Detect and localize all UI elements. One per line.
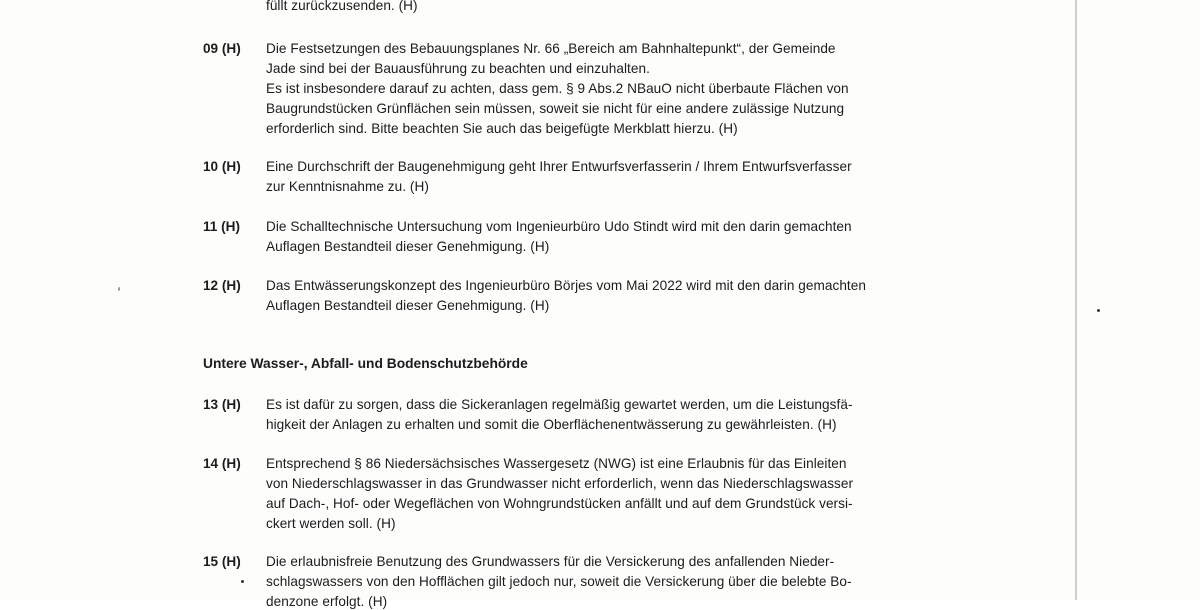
scan-speck — [118, 287, 120, 291]
item-number: 09 (H) — [203, 41, 241, 56]
item-text-line: Die Schalltechnische Untersuchung vom Ingenieurbüro Udo Stindt wird mit den darin gemachten — [266, 219, 852, 234]
item-text-line: von Niederschlagswasser in das Grundwasser nicht erforderlich, wenn das Niederschlagswasser — [266, 476, 854, 491]
scan-speck — [1097, 309, 1100, 312]
section-heading: Untere Wasser-, Abfall- und Bodenschutzbehörde — [203, 356, 528, 371]
item-text-line: auf Dach-, Hof- oder Wegeflächen von Wohngrundstücken anfällt und auf dem Grundstück versi- — [266, 496, 853, 511]
item-number: 13 (H) — [203, 397, 241, 412]
item-text-line: schlagswassers von den Hofflächen gilt jedoch nur, soweit die Versickerung über die belebte Bo- — [266, 574, 852, 589]
item-text-line: denzone erfolgt. (H) — [266, 594, 388, 609]
item-text-line: Eine Durchschrift der Baugenehmigung geht Ihrer Entwurfsverfasserin / Ihrem Entwurfsverfasser — [266, 159, 852, 174]
item-number: 14 (H) — [203, 456, 241, 471]
item-text-line: Jade sind bei der Bauausführung zu beachten und einzuhalten. — [266, 61, 650, 76]
item-text-line: Auflagen Bestandteil dieser Genehmigung. (H) — [266, 239, 550, 254]
item-text-line: Es ist dafür zu sorgen, dass die Sickeranlagen regelmäßig gewartet werden, um die Leistungsfä- — [266, 397, 853, 412]
item-text-line: erforderlich sind. Bitte beachten Sie auch das beigefügte Merkblatt hierzu. (H) — [266, 121, 738, 136]
item-number: 11 (H) — [203, 219, 241, 234]
item-text-line: Die erlaubnisfreie Benutzung des Grundwassers für die Versickerung des anfallenden Nieder- — [266, 554, 835, 569]
item-text-line: Die Festsetzungen des Bebauungsplanes Nr. 66 „Bereich am Bahnhaltepunkt“, der Gemeinde — [266, 41, 836, 56]
item-number: 10 (H) — [203, 159, 241, 174]
item-text-line: Auflagen Bestandteil dieser Genehmigung. (H) — [266, 298, 550, 313]
item-text-line: zur Kenntnisnahme zu. (H) — [266, 179, 429, 194]
item-number: 12 (H) — [203, 278, 241, 293]
item-text-line: Baugrundstücken Grünflächen sein müssen, soweit sie nicht für eine andere zulässige Nutzung — [266, 101, 845, 116]
scan-speck — [241, 580, 244, 583]
item-text-line: Es ist insbesondere darauf zu achten, dass gem. § 9 Abs.2 NBauO nicht überbaute Flächen von — [266, 81, 849, 96]
top-fragment-text: füllt zurückzusenden. (H) — [266, 0, 418, 13]
item-text-line: ckert werden soll. (H) — [266, 516, 396, 531]
item-number: 15 (H) — [203, 554, 241, 569]
page-edge-divider — [1075, 0, 1077, 600]
item-text-line: Entsprechend § 86 Niedersächsisches Wassergesetz (NWG) ist eine Erlaubnis für das Einleiten — [266, 456, 847, 471]
item-text-line: Das Entwässerungskonzept des Ingenieurbüro Börjes vom Mai 2022 wird mit den darin gemachten — [266, 278, 866, 293]
item-text-line: higkeit der Anlagen zu erhalten und somit die Oberflächenentwässerung zu gewährleisten. (H) — [266, 417, 837, 432]
